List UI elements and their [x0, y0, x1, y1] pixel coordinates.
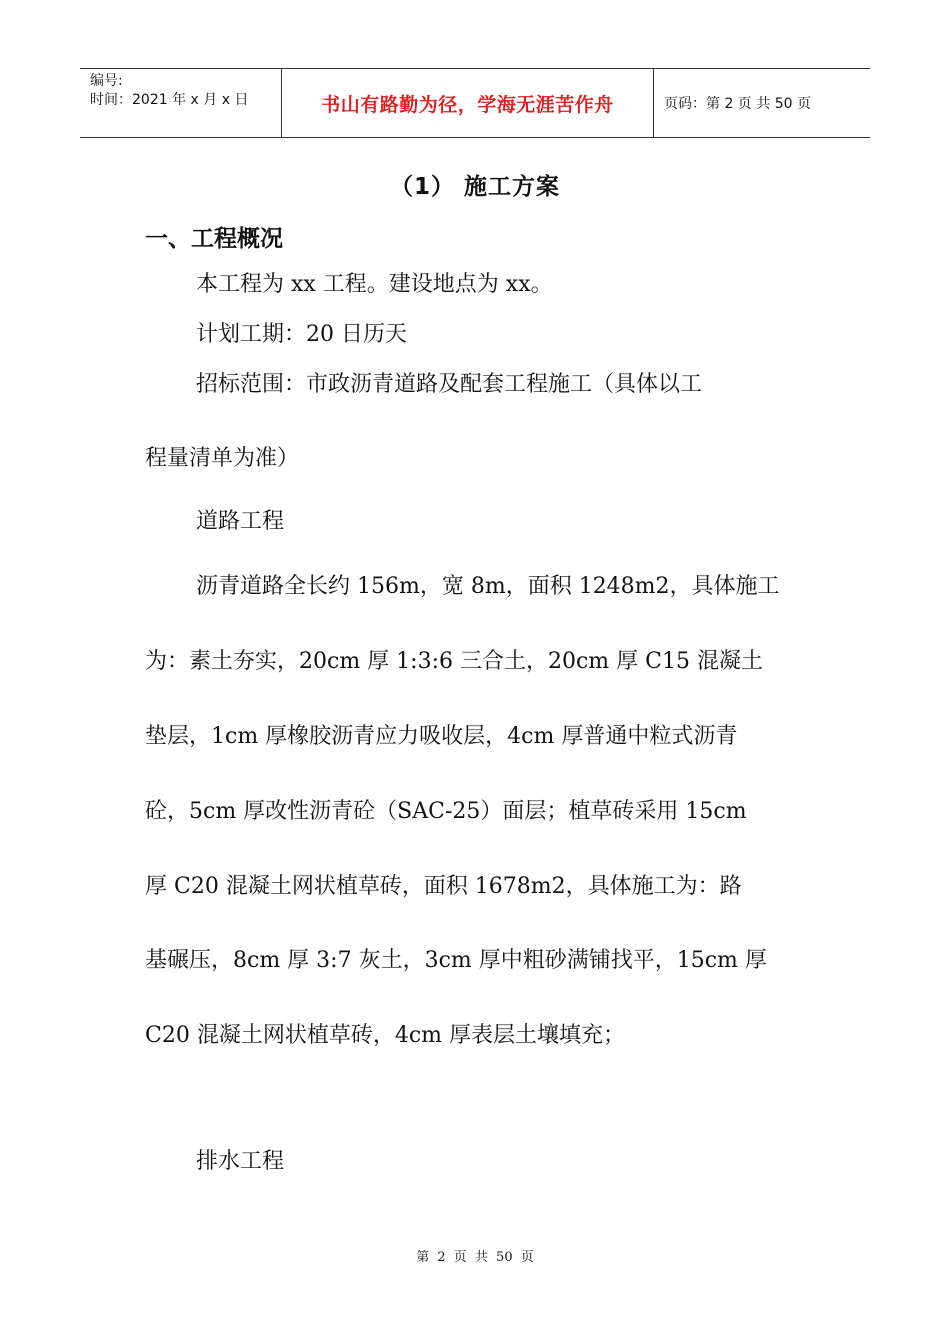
header-motto: 书山有路勤为径，学海无涯苦作舟	[282, 69, 654, 137]
paragraph-line: 沥青道路全长约 156m，宽 8m，面积 1248m2，具体施工	[196, 574, 780, 599]
paragraph-line: 基碾压，8cm 厚 3:7 灰土，3cm 厚中粗砂满铺找平，15cm 厚	[145, 948, 767, 973]
paragraph-line: 程量清单为准）	[145, 446, 300, 471]
subsection-heading-road: 道路工程	[196, 509, 285, 534]
paragraph-line: 招标范围：市政沥青道路及配套工程施工（具体以工	[196, 372, 703, 397]
paragraph-line: C20 混凝土网状植草砖，4cm 厚表层土壤填充；	[145, 1023, 625, 1048]
page-footer: 第 2 页 共 50 页	[416, 1250, 534, 1265]
paragraph-line: 垫层，1cm 厚橡胶沥青应力吸收层，4cm 厚普通中粒式沥青	[145, 724, 738, 749]
number-label: 编号:	[90, 73, 123, 89]
paragraph-line: 砼，5cm 厚改性沥青砼（SAC-25）面层；植草砖采用 15cm	[145, 799, 747, 824]
page-header	[80, 68, 870, 138]
document-title: （1） 施工方案	[389, 174, 560, 200]
header-page-info: 页码：第 2 页 共 50 页	[664, 96, 811, 112]
paragraph-line: 为：素土夯实，20cm 厚 1:3:6 三合土，20cm 厚 C15 混凝土	[145, 649, 763, 674]
header-meta	[80, 69, 282, 137]
subsection-heading-drainage: 排水工程	[196, 1149, 285, 1174]
paragraph-line: 计划工期：20 日历天	[196, 322, 407, 347]
section-heading-overview: 一、工程概况	[145, 226, 283, 252]
paragraph-line: 本工程为 xx 工程。建设地点为 xx。	[196, 272, 553, 297]
paragraph-line: 厚 C20 混凝土网状植草砖，面积 1678m2，具体施工为：路	[145, 874, 742, 899]
time-label: 时间：2021 年 x 月 x 日	[90, 92, 249, 108]
